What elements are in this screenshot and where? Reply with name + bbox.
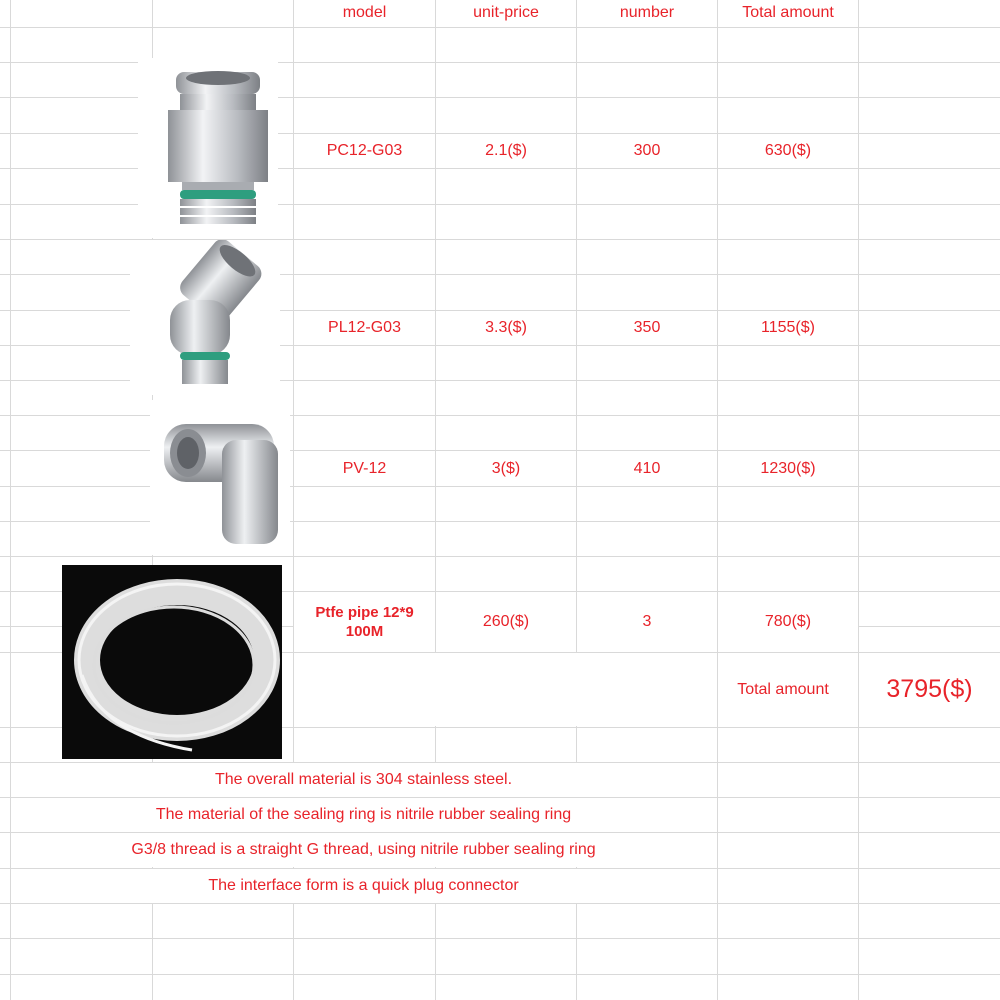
summary-empty[interactable] bbox=[294, 653, 717, 726]
summary-label[interactable]: Total amount bbox=[718, 653, 848, 726]
row-gridline bbox=[0, 903, 1000, 904]
straight-push-fitting-image[interactable] bbox=[138, 58, 278, 238]
row4-unit-price[interactable]: 260($) bbox=[436, 592, 576, 651]
row2-unit-price[interactable]: 3.3($) bbox=[485, 319, 527, 336]
note-interface[interactable]: The interface form is a quick plug connector bbox=[11, 869, 716, 903]
swivel-elbow-fitting-image[interactable] bbox=[130, 240, 280, 395]
row4-number[interactable]: 3 bbox=[577, 592, 717, 651]
header-unit-price[interactable]: unit-price bbox=[473, 4, 539, 21]
row3-model[interactable]: PV-12 bbox=[342, 459, 387, 477]
row2-model[interactable]: PL12-G03 bbox=[328, 319, 401, 336]
ptfe-pipe-coil-image[interactable] bbox=[62, 565, 282, 759]
row-gridline bbox=[0, 556, 1000, 557]
row-gridline bbox=[0, 974, 1000, 975]
row3-total[interactable]: 1230($) bbox=[760, 459, 816, 477]
header-total-amount[interactable]: Total amount bbox=[742, 4, 834, 21]
row1-number[interactable]: 300 bbox=[633, 142, 661, 159]
row2-number[interactable]: 350 bbox=[633, 319, 661, 336]
row-gridline bbox=[0, 27, 1000, 28]
union-elbow-fitting-image[interactable] bbox=[150, 400, 290, 555]
row-gridline bbox=[0, 938, 1000, 939]
note-material[interactable]: The overall material is 304 stainless steel. bbox=[11, 763, 716, 797]
summary-value[interactable]: 3795($) bbox=[859, 653, 1000, 726]
row1-total[interactable]: 630($) bbox=[764, 142, 812, 159]
note-thread[interactable]: G3/8 thread is a straight G thread, using nitrile rubber sealing ring bbox=[11, 833, 716, 867]
row3-number[interactable]: 410 bbox=[633, 459, 661, 477]
row3-unit-price[interactable]: 3($) bbox=[491, 459, 521, 477]
row1-unit-price[interactable]: 2.1($) bbox=[485, 142, 527, 159]
row4-model[interactable]: Ptfe pipe 12*9 100M bbox=[294, 592, 435, 651]
header-model[interactable]: model bbox=[342, 4, 387, 21]
row4-total[interactable]: 780($) bbox=[718, 592, 858, 651]
row1-model[interactable]: PC12-G03 bbox=[326, 142, 403, 159]
header-number[interactable]: number bbox=[619, 4, 675, 21]
note-sealing-ring[interactable]: The material of the sealing ring is nitrile rubber sealing ring bbox=[11, 798, 716, 832]
row2-total[interactable]: 1155($) bbox=[761, 319, 815, 336]
column-gridline bbox=[858, 0, 859, 1000]
